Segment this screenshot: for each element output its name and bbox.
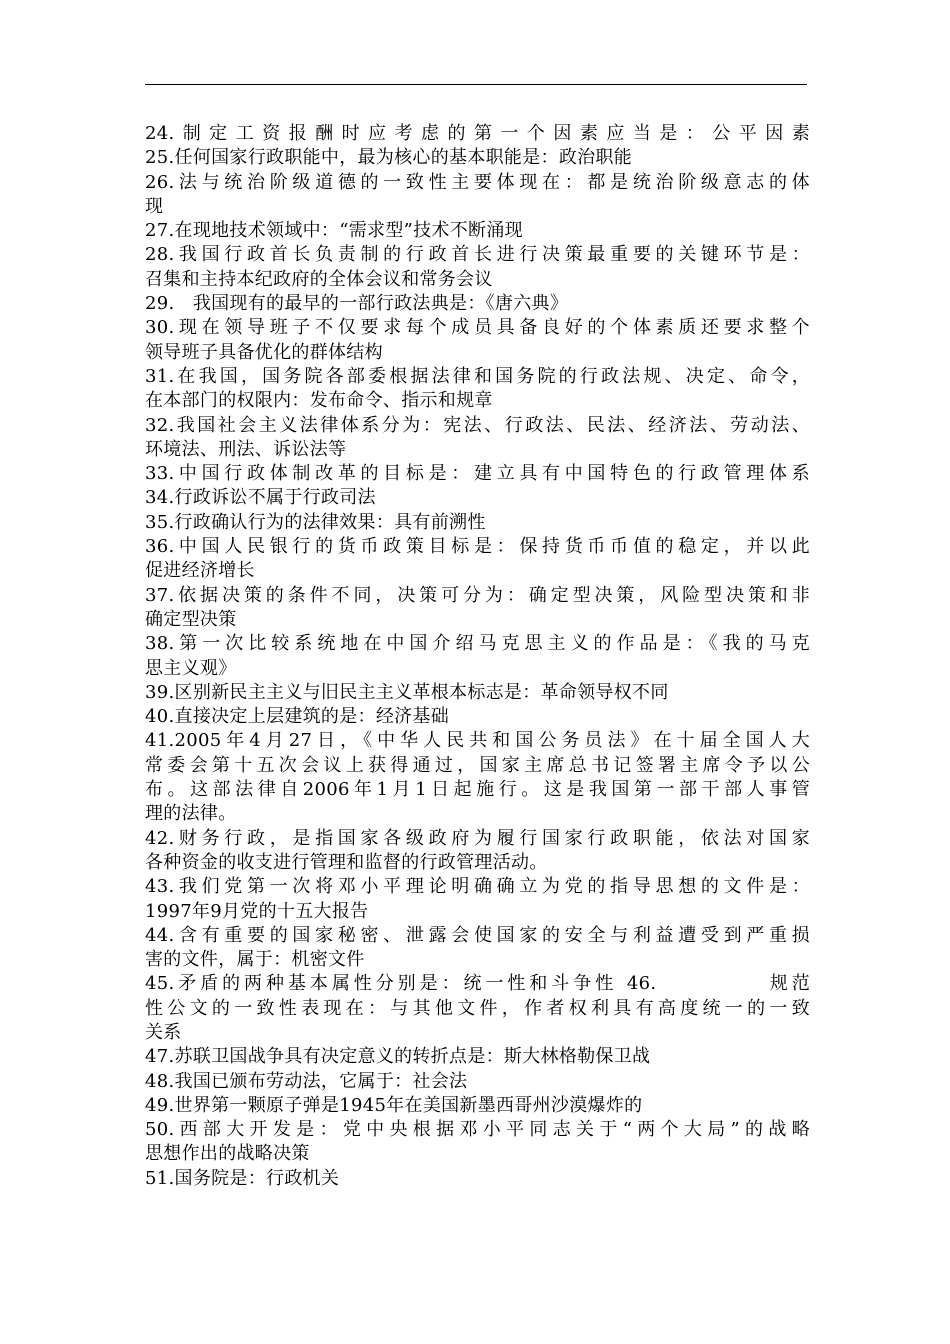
text-line: 42.财务行政，是指国家各级政府为履行国家行政职能，依法对国家 xyxy=(145,827,810,849)
text-line: 31.在我国，国务院各部委根据法律和国务院的行政法规、决定、命令， xyxy=(145,365,810,387)
text-line: 在本部门的权限内：发布命令、指示和规章 xyxy=(145,390,493,412)
text-line: 26.法与统治阶级道德的一致性主要体现在：都是统治阶级意志的体 xyxy=(145,171,810,193)
text-line: 关系 xyxy=(145,1021,182,1043)
text-line: 40.直接决定上层建筑的是：经济基础 xyxy=(145,706,450,728)
text-line: 32.我国社会主义法律体系分为：宪法、行政法、民法、经济法、劳动法、 xyxy=(145,414,810,436)
text-line: 确定型决策 xyxy=(145,608,237,630)
text-line: 常委会第十五次会议上获得通过，国家主席总书记签署主席令予以公 xyxy=(145,754,810,776)
text-line: 34.行政诉讼不属于行政司法 xyxy=(145,487,376,509)
document-body xyxy=(145,122,810,1191)
text-line: 29. 我国现有的最早的一部行政法典是：《唐六典》 xyxy=(145,293,569,315)
text-line: 害的文件，属于：机密文件 xyxy=(145,949,365,971)
text-line: 促进经济增长 xyxy=(145,560,255,582)
text-line: 51.国务院是：行政机关 xyxy=(145,1167,340,1189)
text-line: 48.我国已颁布劳动法，它属于：社会法 xyxy=(145,1070,468,1092)
text-line: 44.含有重要的国家秘密、泄露会使国家的安全与利益遭受到严重损 xyxy=(145,924,810,946)
text-line: 布。这部法律自2006年1月1日起施行。这是我国第一部干部人事管 xyxy=(145,779,810,801)
text-line: 41.2005年4月27日，《中华人民共和国公务员法》在十届全国人大 xyxy=(145,730,810,752)
text-line: 33.中国行政体制改革的目标是：建立具有中国特色的行政管理体系 xyxy=(145,463,810,485)
text-line: 37.依据决策的条件不同，决策可分为：确定型决策，风险型决策和非 xyxy=(145,584,810,606)
text-line: 领导班子具备优化的群体结构 xyxy=(145,341,383,363)
text-line: 环境法、刑法、诉讼法等 xyxy=(145,438,347,460)
text-line: 思主义观》 xyxy=(145,657,237,679)
text-line: 现 xyxy=(145,195,164,217)
text-line: 35.行政确认行为的法律效果：具有前溯性 xyxy=(145,511,486,533)
text-line: 38.第一次比较系统地在中国介绍马克思主义的作品是：《我的马克 xyxy=(145,633,810,655)
text-line: 39.区别新民主主义与旧民主主义革根本标志是：革命领导权不同 xyxy=(145,681,669,703)
text-line: 45.矛盾的两种基本属性分别是：统一性和斗争性 46. 规范 xyxy=(145,973,810,995)
text-line: 各种资金的收支进行管理和监督的行政管理活动。 xyxy=(145,851,548,873)
text-line: 30.现在领导班子不仅要求每个成员具备良好的个体素质还要求整个 xyxy=(145,317,810,339)
text-line: 性公文的一致性表现在：与其他文件，作者权利具有高度统一的一致 xyxy=(145,997,810,1019)
text-line: 50.西部大开发是：党中央根据邓小平同志关于“两个大局”的战略 xyxy=(145,1119,810,1141)
header-rule xyxy=(145,84,807,85)
text-line: 思想作出的战略决策 xyxy=(145,1143,310,1165)
text-line: 1997年9月党的十五大报告 xyxy=(145,900,369,922)
text-line: 理的法律。 xyxy=(145,803,237,825)
text-line: 43.我们党第一次将邓小平理论明确确立为党的指导思想的文件是： xyxy=(145,876,810,898)
text-line: 25.任何国家行政职能中，最为核心的基本职能是：政治职能 xyxy=(145,147,633,169)
text-line: 49.世界第一颗原子弹是1945年在美国新墨西哥州沙漠爆炸的 xyxy=(145,1094,643,1116)
text-line: 47.苏联卫国战争具有决定意义的转折点是：斯大林格勒保卫战 xyxy=(145,1046,651,1068)
text-line: 28.我国行政首长负责制的行政首长进行决策最重要的关键环节是： xyxy=(145,244,810,266)
text-line: 27.在现地技术领域中：“需求型”技术不断涌现 xyxy=(145,220,523,242)
text-line: 24.制定工资报酬时应考虑的第一个因素应当是：公平因素 xyxy=(145,123,810,144)
text-line: 召集和主持本纪政府的全体会议和常务会议 xyxy=(145,268,493,290)
text-line: 36.中国人民银行的货币政策目标是：保持货币币值的稳定，并以此 xyxy=(145,536,810,558)
